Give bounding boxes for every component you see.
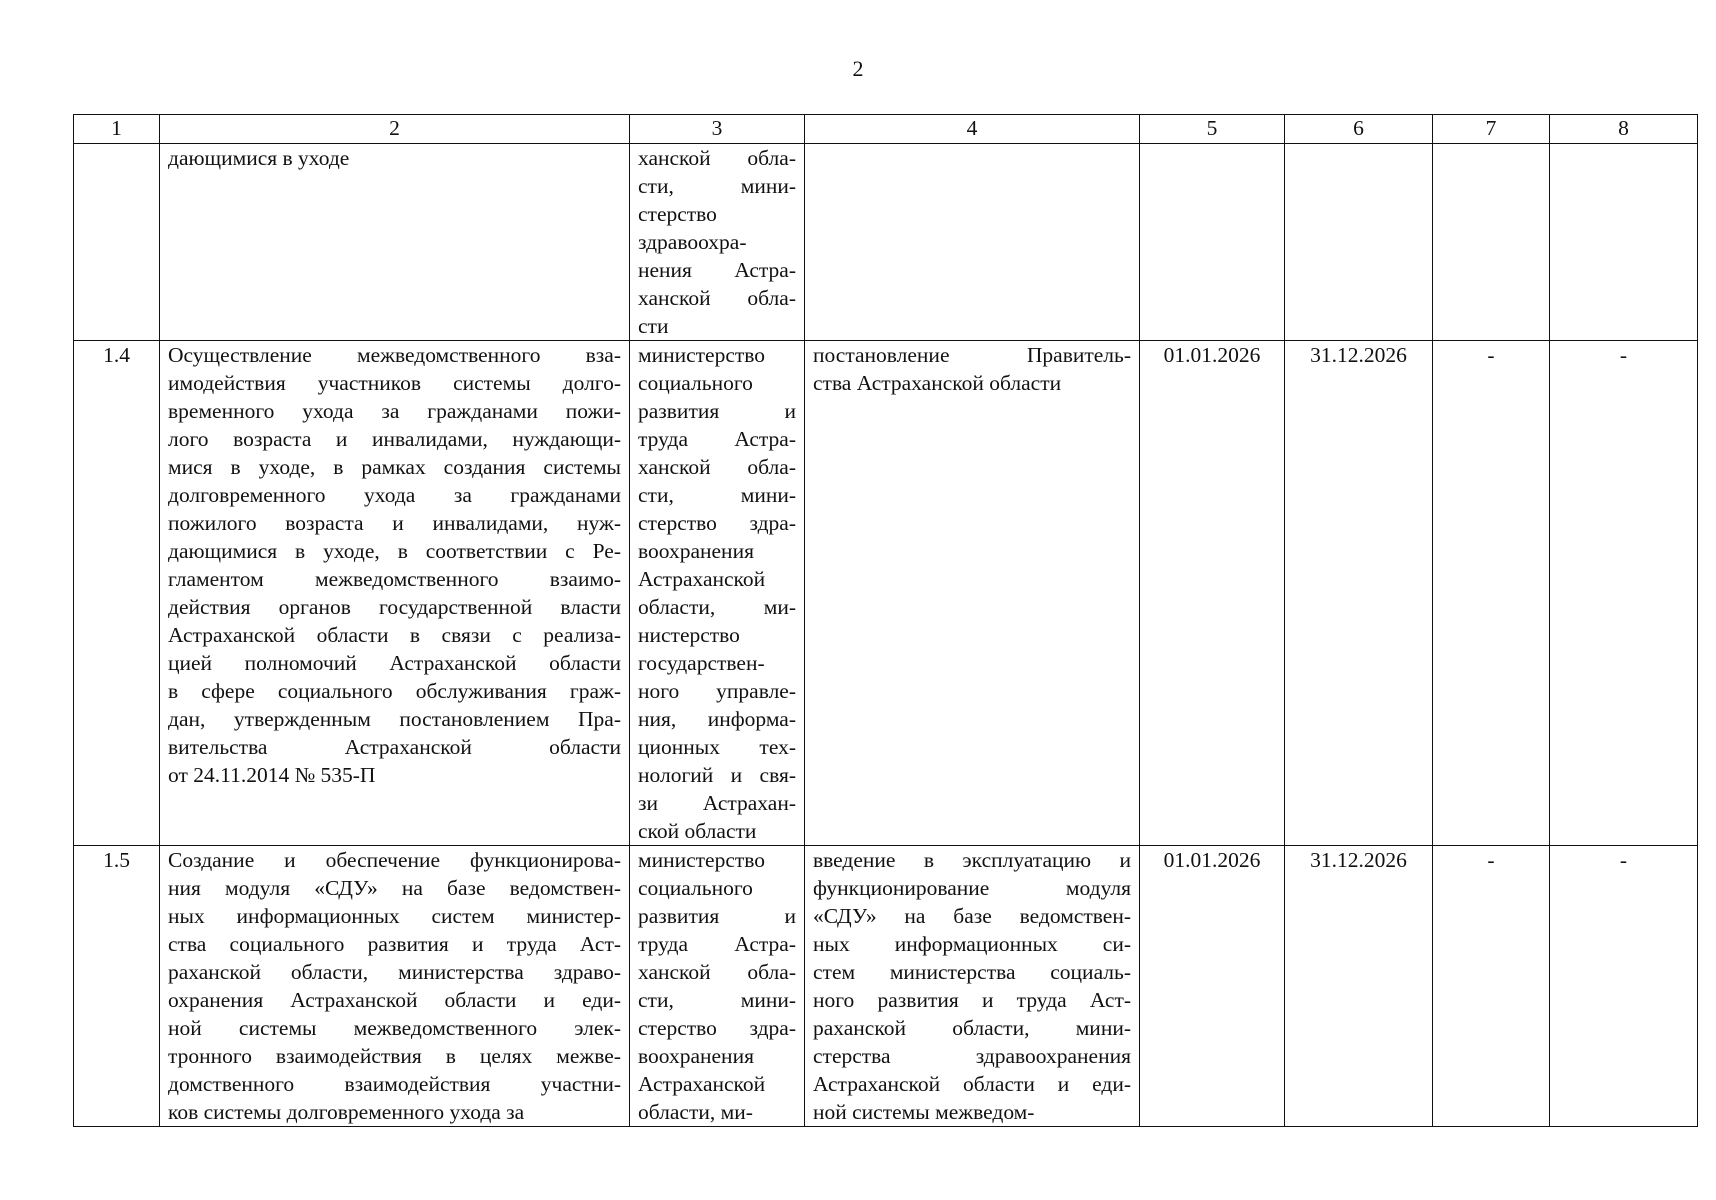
start-date-cell: [1140, 144, 1285, 341]
activity-cell: [160, 846, 630, 1127]
text-line: министерство: [638, 848, 766, 872]
text-line: ния, информа-: [638, 707, 796, 731]
text-line: ного управле-: [638, 679, 796, 703]
executor-cell: [630, 846, 805, 1127]
text-line: ков системы долговременного ухода за: [168, 1100, 525, 1124]
text-line: сти, мини-: [638, 174, 796, 198]
table-row: [74, 341, 1698, 846]
text-line: гламентом межведомственного взаимо-: [168, 567, 621, 591]
text-line: Осуществление межведомственного вза-: [168, 343, 621, 367]
text-line: ханской обла-: [638, 960, 796, 984]
text-line: ционных тех-: [638, 735, 796, 759]
col-header-4: 4: [805, 115, 1140, 144]
text-line: долговременного ухода за гражданами: [168, 483, 621, 507]
text-line: «СДУ» на базе ведомствен-: [813, 904, 1131, 928]
text-line: зи Астрахан-: [638, 791, 796, 815]
text-line: мися в уходе, в рамках создания системы: [168, 455, 621, 479]
text-line: домственного взаимодействия участни-: [168, 1072, 621, 1096]
text-line: Создание и обеспечение функционирова-: [168, 848, 621, 872]
col8-cell: -: [1550, 846, 1698, 1127]
text-line: функционирование модуля: [813, 876, 1131, 900]
text-line: ханской обла-: [638, 146, 796, 170]
text-line: социального: [638, 876, 753, 900]
start-date-cell: 01.01.2026: [1140, 846, 1285, 1127]
col7-cell: -: [1433, 341, 1550, 846]
text-line: ства Астраханской области: [813, 371, 1062, 395]
text-line: охранения Астраханской области и еди-: [168, 988, 621, 1012]
text-line: ных информационных систем министер-: [168, 904, 621, 928]
text-line: ного развития и труда Аст-: [813, 988, 1131, 1012]
text-line: ных информационных си-: [813, 932, 1131, 956]
text-line: нения Астра-: [638, 258, 796, 282]
table-row: [74, 144, 1698, 341]
page-number: 2: [852, 56, 864, 81]
text-line: цией полномочий Астраханской области: [168, 651, 621, 675]
text-line: воохранения: [638, 1044, 754, 1068]
text-line: постановление Правитель-: [813, 343, 1131, 367]
text-line: развития и: [638, 904, 796, 928]
text-line: области, ми-: [638, 595, 796, 619]
col7-cell: [1433, 144, 1550, 341]
text-line: нологий и свя-: [638, 763, 796, 787]
text-line: Астраханской области и еди-: [813, 1072, 1131, 1096]
col8-cell: -: [1550, 341, 1698, 846]
text-line: пожилого возраста и инвалидами, нуж-: [168, 511, 621, 535]
col7-cell: -: [1433, 846, 1550, 1127]
text-line: раханской области, мини-: [813, 1016, 1131, 1040]
row-number: [74, 144, 160, 341]
result-cell: [805, 846, 1140, 1127]
text-line: сти, мини-: [638, 988, 796, 1012]
text-line: тронного взаимодействия в целях межве-: [168, 1044, 621, 1068]
text-line: Астраханской: [638, 567, 766, 591]
text-line: временного ухода за гражданами пожи-: [168, 399, 621, 423]
col-header-8: 8: [1550, 115, 1698, 144]
text-line: стерство здра-: [638, 1016, 796, 1040]
text-line: дан, утвержденным постановлением Пра-: [168, 707, 621, 731]
col-header-6: 6: [1285, 115, 1433, 144]
text-line: стерства здравоохранения: [813, 1044, 1131, 1068]
text-line: ной системы межведом-: [813, 1100, 1035, 1124]
text-line: лого возраста и инвалидами, нуждающи-: [168, 427, 621, 451]
text-line: от 24.11.2014 № 535-П: [168, 763, 376, 787]
text-line: дающимися в уходе: [168, 146, 350, 170]
text-line: области, ми-: [638, 1100, 753, 1124]
table-body: [74, 144, 1698, 1127]
text-line: стем министерства социаль-: [813, 960, 1131, 984]
text-line: введение в эксплуатацию и: [813, 848, 1131, 872]
executor-cell: [630, 341, 805, 846]
col-header-5: 5: [1140, 115, 1285, 144]
text-line: сти, мини-: [638, 483, 796, 507]
col8-cell: [1550, 144, 1698, 341]
text-line: здравоохра-: [638, 230, 747, 254]
col-header-3: 3: [630, 115, 805, 144]
executor-cell: [630, 144, 805, 341]
text-line: нистерство: [638, 623, 740, 647]
end-date-cell: 31.12.2026: [1285, 341, 1433, 846]
text-line: вительства Астраханской области: [168, 735, 621, 759]
text-line: ной системы межведомственного элек-: [168, 1016, 621, 1040]
plan-table: [73, 114, 1698, 1127]
col-header-1: 1: [74, 115, 160, 144]
text-line: государствен-: [638, 651, 765, 675]
text-line: Астраханской: [638, 1072, 766, 1096]
text-line: ния модуля «СДУ» на базе ведомствен-: [168, 876, 621, 900]
start-date-cell: 01.01.2026: [1140, 341, 1285, 846]
header-row: [74, 115, 1698, 144]
text-line: ханской обла-: [638, 455, 796, 479]
row-number: 1.4: [74, 341, 160, 846]
text-line: ской области: [638, 819, 757, 843]
col-header-7: 7: [1433, 115, 1550, 144]
text-line: министерство: [638, 343, 766, 367]
text-line: раханской области, министерства здраво-: [168, 960, 621, 984]
text-line: дающимися в уходе, в соответствии с Ре-: [168, 539, 621, 563]
text-line: труда Астра-: [638, 932, 796, 956]
activity-cell: [160, 341, 630, 846]
text-line: воохранения: [638, 539, 754, 563]
text-line: сти: [638, 314, 669, 338]
text-line: имодействия участников системы долго-: [168, 371, 621, 395]
table-row: [74, 846, 1698, 1127]
text-line: в сфере социального обслуживания граж-: [168, 679, 621, 703]
text-line: ства социального развития и труда Аст-: [168, 932, 621, 956]
end-date-cell: 31.12.2026: [1285, 846, 1433, 1127]
activity-cell: [160, 144, 630, 341]
text-line: действия органов государственной власти: [168, 595, 621, 619]
text-line: развития и: [638, 399, 796, 423]
text-line: стерство: [638, 202, 717, 226]
col-header-2: 2: [160, 115, 630, 144]
text-line: стерство здра-: [638, 511, 796, 535]
text-line: ханской обла-: [638, 286, 796, 310]
end-date-cell: [1285, 144, 1433, 341]
row-number: 1.5: [74, 846, 160, 1127]
result-cell: [805, 144, 1140, 341]
text-line: социального: [638, 371, 753, 395]
text-line: труда Астра-: [638, 427, 796, 451]
result-cell: [805, 341, 1140, 846]
text-line: Астраханской области в связи с реализа-: [168, 623, 621, 647]
